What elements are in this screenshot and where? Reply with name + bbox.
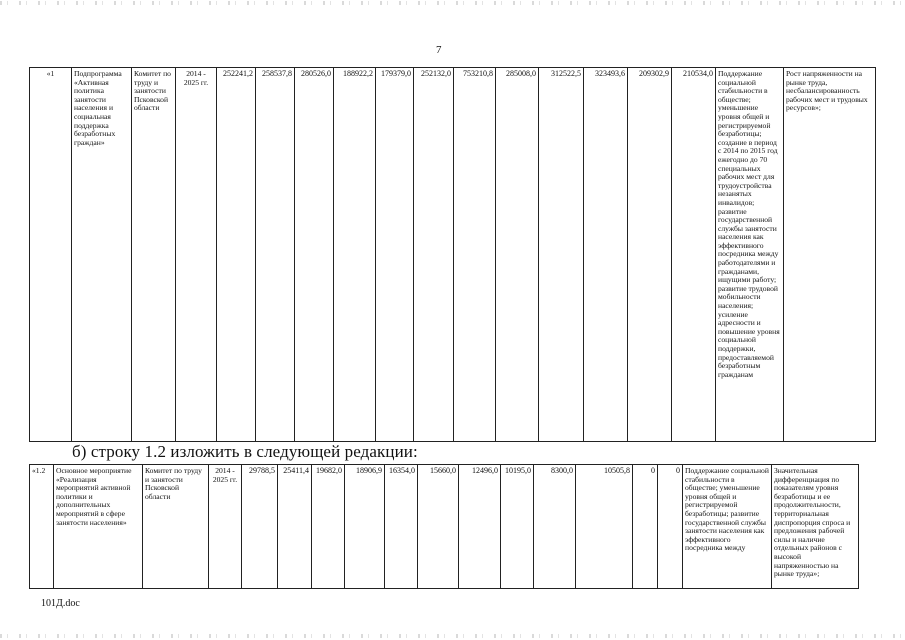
value-cell: 19682,0 <box>312 465 345 589</box>
program-name-cell: Подпрограмма «Активная политика занятости населения и социальная поддержка безработных граждан» <box>72 68 132 442</box>
value-cell: 0 <box>633 465 658 589</box>
row-id-cell: «1 <box>30 68 72 442</box>
expected-result-cell: Поддержание социальной стабильности в обществе; уменьшение уровня общей и регистрируемой безработицы; создание в период с 2014 по 2015 год ежегодно до 70 специальных рабочих мест для трудоустройства незанятых инвалидов; развитие государственной службы занятости населения как эффективного посредника между работодателями и гражданами, ищущими работу; развитие трудовой мобильности населения; усиление адресности и повышение уровня социальной поддержки, предоставляемой безработным гражданам <box>716 68 784 442</box>
value-cell: 0 <box>658 465 683 589</box>
value-cell: 252132,0 <box>414 68 454 442</box>
risk-cell: Рост напряженности на рынке труда, несбалансированность рабочих мест и трудовых ресурсов»; <box>784 68 876 442</box>
value-cell: 285008,0 <box>496 68 539 442</box>
executor-cell: Комитет по труду и занятости Псковской области <box>143 465 209 589</box>
executor-cell: Комитет по труду и занятости Псковской области <box>132 68 176 442</box>
program-table-row-1 <box>29 67 876 442</box>
footer-file-name: 101Д.doc <box>41 598 80 609</box>
value-cell: 15660,0 <box>418 465 459 589</box>
scan-artifact-top <box>0 1 905 5</box>
value-cell: 209302,9 <box>628 68 672 442</box>
value-cell: 753210,8 <box>454 68 496 442</box>
value-cell: 16354,0 <box>385 465 418 589</box>
period-cell: 2014 - 2025 гг. <box>209 465 242 589</box>
value-cell: 210534,0 <box>672 68 716 442</box>
section-heading-b: б) строку 1.2 изложить в следующей редакции: <box>72 442 418 461</box>
value-cell: 312522,5 <box>539 68 584 442</box>
value-cell: 29788,5 <box>242 465 278 589</box>
scan-artifact-bottom <box>0 634 905 638</box>
value-cell: 25411,4 <box>278 465 312 589</box>
program-table-row-1-2 <box>29 464 859 589</box>
value-cell: 12496,0 <box>459 465 501 589</box>
row-id-cell: «1.2 <box>30 465 54 589</box>
value-cell: 280526,0 <box>295 68 334 442</box>
value-cell: 179379,0 <box>376 68 414 442</box>
value-cell: 10195,0 <box>501 465 534 589</box>
program-name-cell: Основное мероприятие «Реализация мероприятий активной политики и дополнительных мероприятий в сфере занятости населения» <box>54 465 143 589</box>
page-number: 7 <box>436 44 442 56</box>
expected-result-cell: Поддержание социальной стабильности в обществе; уменьшение уровня общей и регистрируемой безработицы; развитие государственной службы занятости населения как эффективного посредника между <box>683 465 772 589</box>
period-cell: 2014 - 2025 гг. <box>176 68 217 442</box>
value-cell: 18906,9 <box>345 465 385 589</box>
value-cell: 252241,2 <box>217 68 256 442</box>
value-cell: 8300,0 <box>534 465 576 589</box>
value-cell: 258537,8 <box>256 68 295 442</box>
value-cell: 188922,2 <box>334 68 376 442</box>
value-cell: 323493,6 <box>584 68 628 442</box>
risk-cell: Значительная дифференциация по показателям уровня безработицы и ее продолжительности, территориальная диспропорция спроса и предложения рабочей силы и наличие отдельных районов с высокой напряженностью на рынке труда»; <box>772 465 859 589</box>
value-cell: 10505,8 <box>576 465 633 589</box>
